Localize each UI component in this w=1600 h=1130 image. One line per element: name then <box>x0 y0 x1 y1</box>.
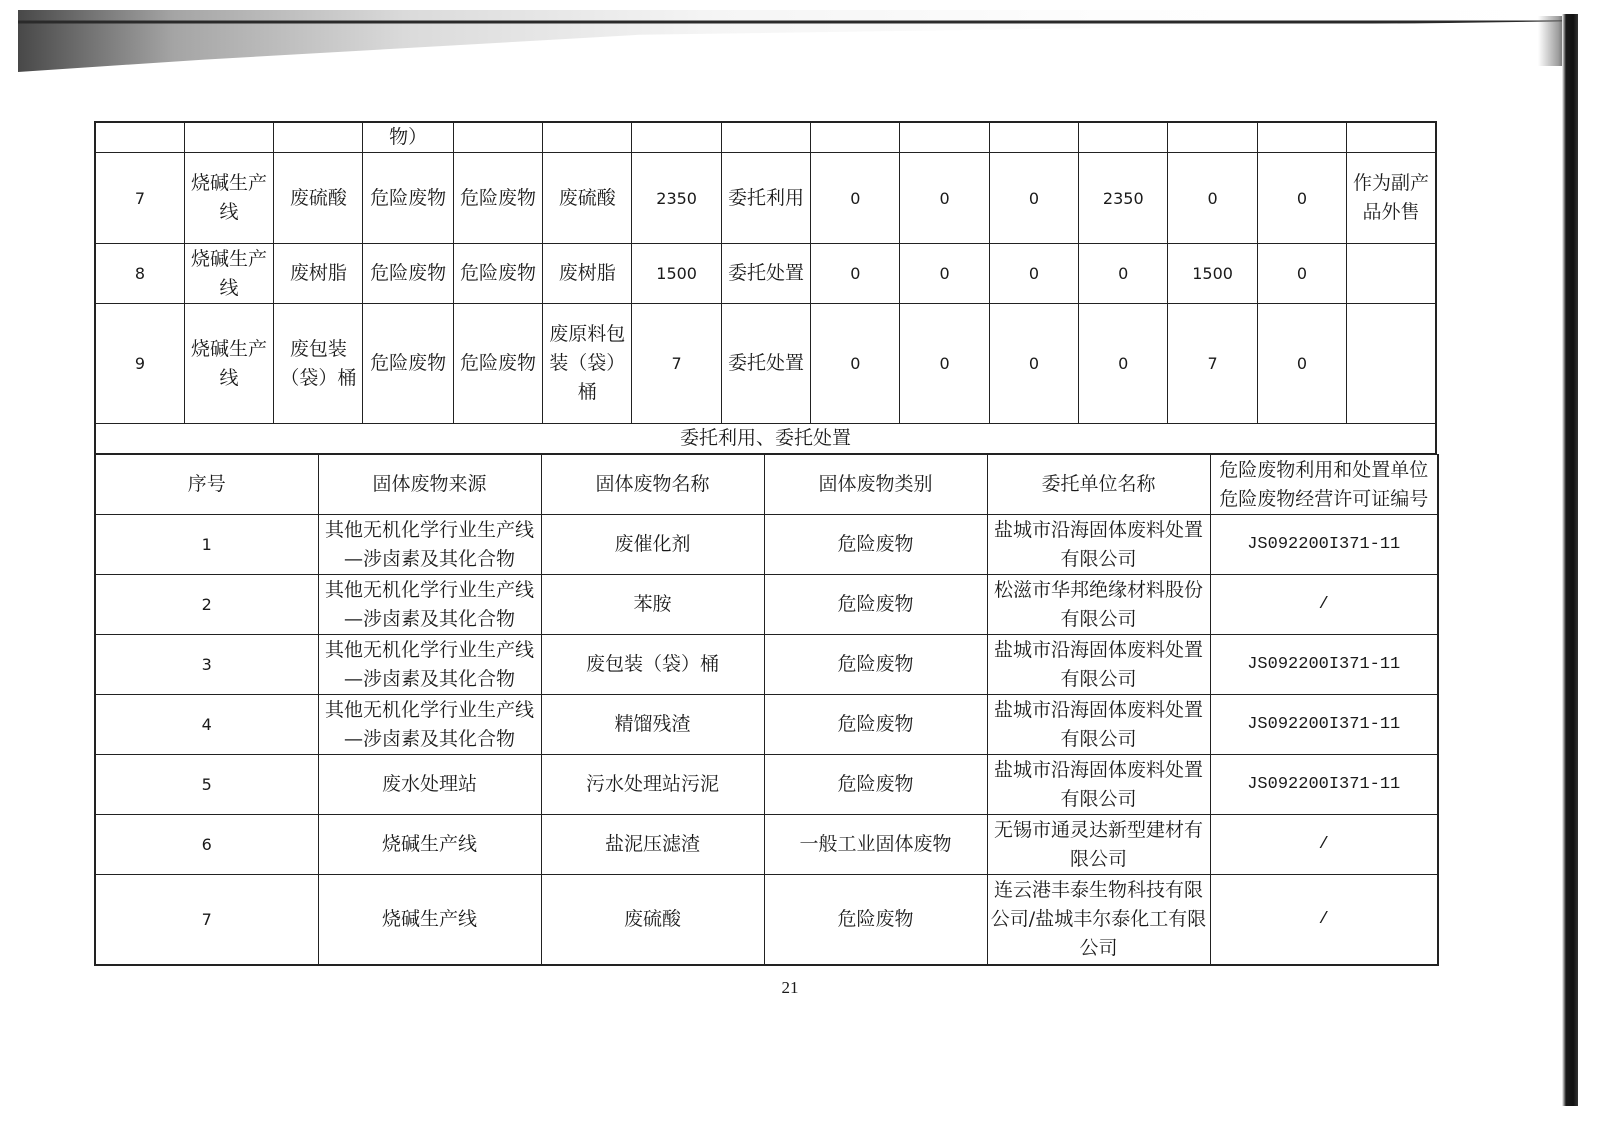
value-cell: 0 <box>989 153 1078 244</box>
waste-attribute: 危险废物 <box>363 244 453 304</box>
value-cell: 0 <box>1257 244 1346 304</box>
waste-category: 危险废物 <box>453 304 542 424</box>
value-cell: 0 <box>1079 244 1168 304</box>
header-name: 固体废物名称 <box>541 455 764 515</box>
row-number: 3 <box>95 635 318 695</box>
waste-source: 烧碱生产线 <box>184 153 273 244</box>
license-number: JS092200I371-11 <box>1210 695 1438 755</box>
table-cell <box>95 122 184 153</box>
license-number: JS092200I371-11 <box>1210 515 1438 575</box>
waste-code: 废硫酸 <box>543 153 632 244</box>
remark <box>1347 304 1436 424</box>
table-cell <box>1168 122 1257 153</box>
waste-source: 烧碱生产线 <box>184 244 273 304</box>
waste-attribute: 危险废物 <box>363 153 453 244</box>
table-row <box>95 755 1438 815</box>
license-number: / <box>1210 875 1438 965</box>
waste-code: 废树脂 <box>543 244 632 304</box>
table-row <box>95 153 1436 244</box>
waste-category: 危险废物 <box>453 244 542 304</box>
waste-name: 废硫酸 <box>274 153 363 244</box>
remark <box>1347 244 1436 304</box>
waste-generation-table <box>94 121 1437 454</box>
table-cell <box>1079 122 1168 153</box>
table-cell <box>184 122 273 153</box>
table-row <box>95 815 1438 875</box>
table-row <box>95 515 1438 575</box>
section-title: 委托利用、委托处置 <box>95 424 1436 454</box>
waste-name: 盐泥压滤渣 <box>541 815 764 875</box>
row-number: 9 <box>95 304 184 424</box>
waste-name: 苯胺 <box>541 575 764 635</box>
table-cell <box>900 122 989 153</box>
value-cell: 0 <box>989 304 1078 424</box>
waste-name: 废树脂 <box>274 244 363 304</box>
waste-amount: 2350 <box>632 153 721 244</box>
waste-attribute: 危险废物 <box>363 304 453 424</box>
page-number: 21 <box>781 978 799 997</box>
waste-name: 废催化剂 <box>541 515 764 575</box>
entrusted-unit: 盐城市沿海固体废料处置有限公司 <box>987 695 1210 755</box>
entrusted-disposal-table <box>94 454 1439 966</box>
waste-amount: 1500 <box>632 244 721 304</box>
value-cell: 2350 <box>1079 153 1168 244</box>
value-cell: 0 <box>900 244 989 304</box>
value-cell: 0 <box>1079 304 1168 424</box>
waste-category: 危险废物 <box>764 695 987 755</box>
table-cell <box>811 122 900 153</box>
header-source: 固体废物来源 <box>318 455 541 515</box>
entrusted-unit: 松滋市华邦绝缘材料股份有限公司 <box>987 575 1210 635</box>
table-cell: 物） <box>363 122 453 153</box>
header-category: 固体废物类别 <box>764 455 987 515</box>
waste-source: 烧碱生产线 <box>318 875 541 965</box>
handling-method: 委托利用 <box>721 153 810 244</box>
license-number: JS092200I371-11 <box>1210 635 1438 695</box>
value-cell: 0 <box>811 153 900 244</box>
table-cell <box>543 122 632 153</box>
license-number: / <box>1210 815 1438 875</box>
waste-category: 危险废物 <box>764 635 987 695</box>
table-row <box>95 875 1438 965</box>
row-number: 8 <box>95 244 184 304</box>
value-cell: 0 <box>811 304 900 424</box>
value-cell: 0 <box>989 244 1078 304</box>
waste-code: 废原料包装（袋）桶 <box>543 304 632 424</box>
table-cell <box>1257 122 1346 153</box>
waste-amount: 7 <box>632 304 721 424</box>
waste-name: 精馏残渣 <box>541 695 764 755</box>
waste-source: 其他无机化学行业生产线—涉卤素及其化合物 <box>318 635 541 695</box>
header-unit: 委托单位名称 <box>987 455 1210 515</box>
entrusted-unit: 盐城市沿海固体废料处置有限公司 <box>987 635 1210 695</box>
waste-category: 一般工业固体废物 <box>764 815 987 875</box>
waste-name: 废包装（袋）桶 <box>541 635 764 695</box>
row-number: 2 <box>95 575 318 635</box>
waste-source: 废水处理站 <box>318 755 541 815</box>
remark: 作为副产品外售 <box>1347 153 1436 244</box>
table-row-continuation <box>95 122 1436 153</box>
waste-name: 废硫酸 <box>541 875 764 965</box>
waste-category: 危险废物 <box>764 875 987 965</box>
scan-edge-right <box>1562 14 1578 1106</box>
entrusted-unit: 连云港丰泰生物科技有限公司/盐城丰尔泰化工有限公司 <box>987 875 1210 965</box>
section-title-row <box>95 424 1436 454</box>
entrusted-unit: 无锡市通灵达新型建材有限公司 <box>987 815 1210 875</box>
value-cell: 0 <box>1257 153 1346 244</box>
waste-source: 其他无机化学行业生产线—涉卤素及其化合物 <box>318 575 541 635</box>
table-header-row <box>95 455 1438 515</box>
row-number: 7 <box>95 153 184 244</box>
value-cell: 0 <box>1257 304 1346 424</box>
header-no: 序号 <box>95 455 318 515</box>
row-number: 4 <box>95 695 318 755</box>
waste-source: 烧碱生产线 <box>184 304 273 424</box>
row-number: 7 <box>95 875 318 965</box>
value-cell: 0 <box>900 153 989 244</box>
waste-source: 烧碱生产线 <box>318 815 541 875</box>
table-cell <box>721 122 810 153</box>
license-number: JS092200I371-11 <box>1210 755 1438 815</box>
table-cell <box>989 122 1078 153</box>
waste-source: 其他无机化学行业生产线—涉卤素及其化合物 <box>318 515 541 575</box>
waste-category: 危险废物 <box>453 153 542 244</box>
handling-method: 委托处置 <box>721 244 810 304</box>
table-row <box>95 244 1436 304</box>
table-row <box>95 304 1436 424</box>
entrusted-unit: 盐城市沿海固体废料处置有限公司 <box>987 515 1210 575</box>
waste-name: 污水处理站污泥 <box>541 755 764 815</box>
row-number: 1 <box>95 515 318 575</box>
value-cell: 1500 <box>1168 244 1257 304</box>
table-row <box>95 575 1438 635</box>
row-number: 6 <box>95 815 318 875</box>
license-number: / <box>1210 575 1438 635</box>
value-cell: 0 <box>811 244 900 304</box>
entrusted-unit: 盐城市沿海固体废料处置有限公司 <box>987 755 1210 815</box>
scan-edge-top <box>18 10 1570 72</box>
handling-method: 委托处置 <box>721 304 810 424</box>
table-row <box>95 695 1438 755</box>
waste-name: 废包装（袋）桶 <box>274 304 363 424</box>
table-cell <box>274 122 363 153</box>
waste-source: 其他无机化学行业生产线—涉卤素及其化合物 <box>318 695 541 755</box>
table-cell <box>453 122 542 153</box>
table-cell <box>1347 122 1436 153</box>
waste-category: 危险废物 <box>764 515 987 575</box>
value-cell: 7 <box>1168 304 1257 424</box>
value-cell: 0 <box>1168 153 1257 244</box>
waste-category: 危险废物 <box>764 575 987 635</box>
row-number: 5 <box>95 755 318 815</box>
waste-category: 危险废物 <box>764 755 987 815</box>
value-cell: 0 <box>900 304 989 424</box>
table-cell <box>632 122 721 153</box>
table-row <box>95 635 1438 695</box>
header-license: 危险废物利用和处置单位危险废物经营许可证编号 <box>1210 455 1438 515</box>
